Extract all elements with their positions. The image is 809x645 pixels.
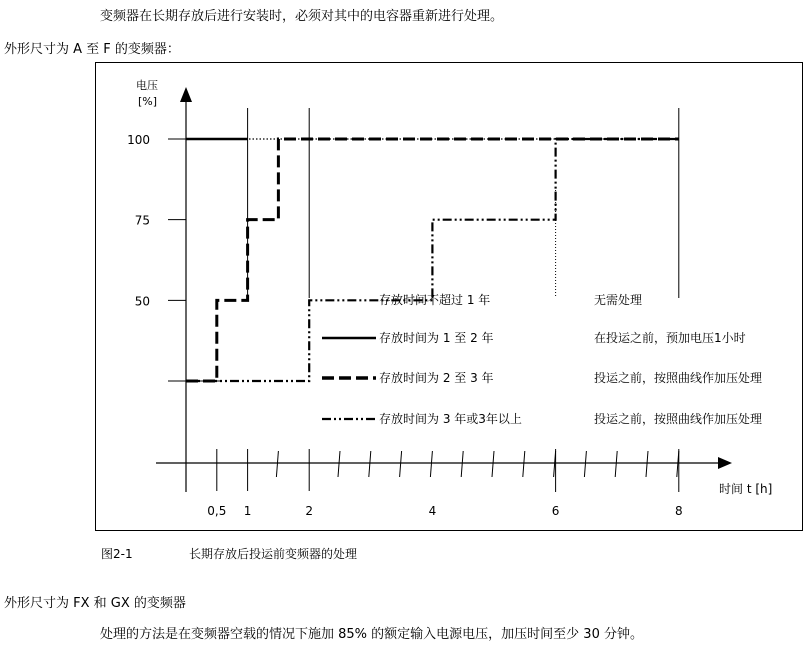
y-tick-label: 75 bbox=[134, 213, 150, 228]
x-tick bbox=[615, 451, 617, 477]
section-heading-a-to-f: 外形尺寸为 A 至 F 的变频器： bbox=[4, 42, 180, 57]
y-tick-label: 100 bbox=[127, 133, 150, 147]
legend-action: 在投运之前，预加电压1小时 bbox=[594, 331, 746, 345]
legend-action: 投运之前，按照曲线作加压处理 bbox=[594, 371, 763, 385]
x-tick bbox=[523, 451, 525, 477]
x-tick bbox=[584, 451, 586, 477]
x-tick bbox=[646, 451, 648, 477]
x-axis-arrow bbox=[718, 457, 732, 469]
x-tick-label: 8 bbox=[674, 504, 683, 518]
x-tick-label: 4 bbox=[428, 504, 437, 518]
intro-paragraph: 变频器在长期存放后进行安装时，必须对其中的电容器重新进行处理。 bbox=[100, 9, 504, 24]
x-tick bbox=[430, 451, 432, 477]
x-tick-label: 6 bbox=[551, 504, 560, 518]
legend-label: 存放时间不超过 1 年 bbox=[379, 293, 491, 307]
legend-action: 无需处理 bbox=[594, 293, 643, 307]
x-tick bbox=[338, 451, 340, 477]
y-tick-label: 50 bbox=[134, 294, 150, 309]
legend-action: 投运之前，按照曲线作加压处理 bbox=[594, 412, 763, 426]
x-tick bbox=[276, 451, 278, 477]
legend-label: 存放时间为 3 年或3年以上 bbox=[379, 412, 522, 426]
figure-title: 长期存放后投运前变频器的处理 bbox=[189, 547, 358, 561]
y-axis-arrow bbox=[180, 87, 192, 102]
x-tick bbox=[400, 451, 402, 477]
x-tick-label: 0,5 bbox=[207, 504, 227, 518]
y-axis-unit: [%] bbox=[138, 95, 158, 108]
x-tick bbox=[369, 451, 371, 477]
x-tick-label: 2 bbox=[305, 504, 314, 518]
x-tick bbox=[461, 451, 463, 477]
legend-label: 存放时间为 2 至 3 年 bbox=[379, 371, 494, 385]
fx-gx-paragraph: 处理的方法是在变频器空载的情况下施加 85% 的额定输入电源电压，加压时间至少 30 分钟。 bbox=[100, 627, 643, 642]
x-tick-label: 1 bbox=[243, 504, 252, 518]
x-axis-title: 时间 t [h] bbox=[719, 482, 773, 496]
y-axis-title: 电压 bbox=[136, 79, 158, 92]
legend-label: 存放时间为 1 至 2 年 bbox=[379, 331, 494, 345]
x-tick bbox=[492, 451, 494, 477]
section-heading-fx-gx: 外形尺寸为 FX 和 GX 的变频器 bbox=[4, 596, 186, 611]
figure-number: 图2-1 bbox=[101, 547, 133, 561]
